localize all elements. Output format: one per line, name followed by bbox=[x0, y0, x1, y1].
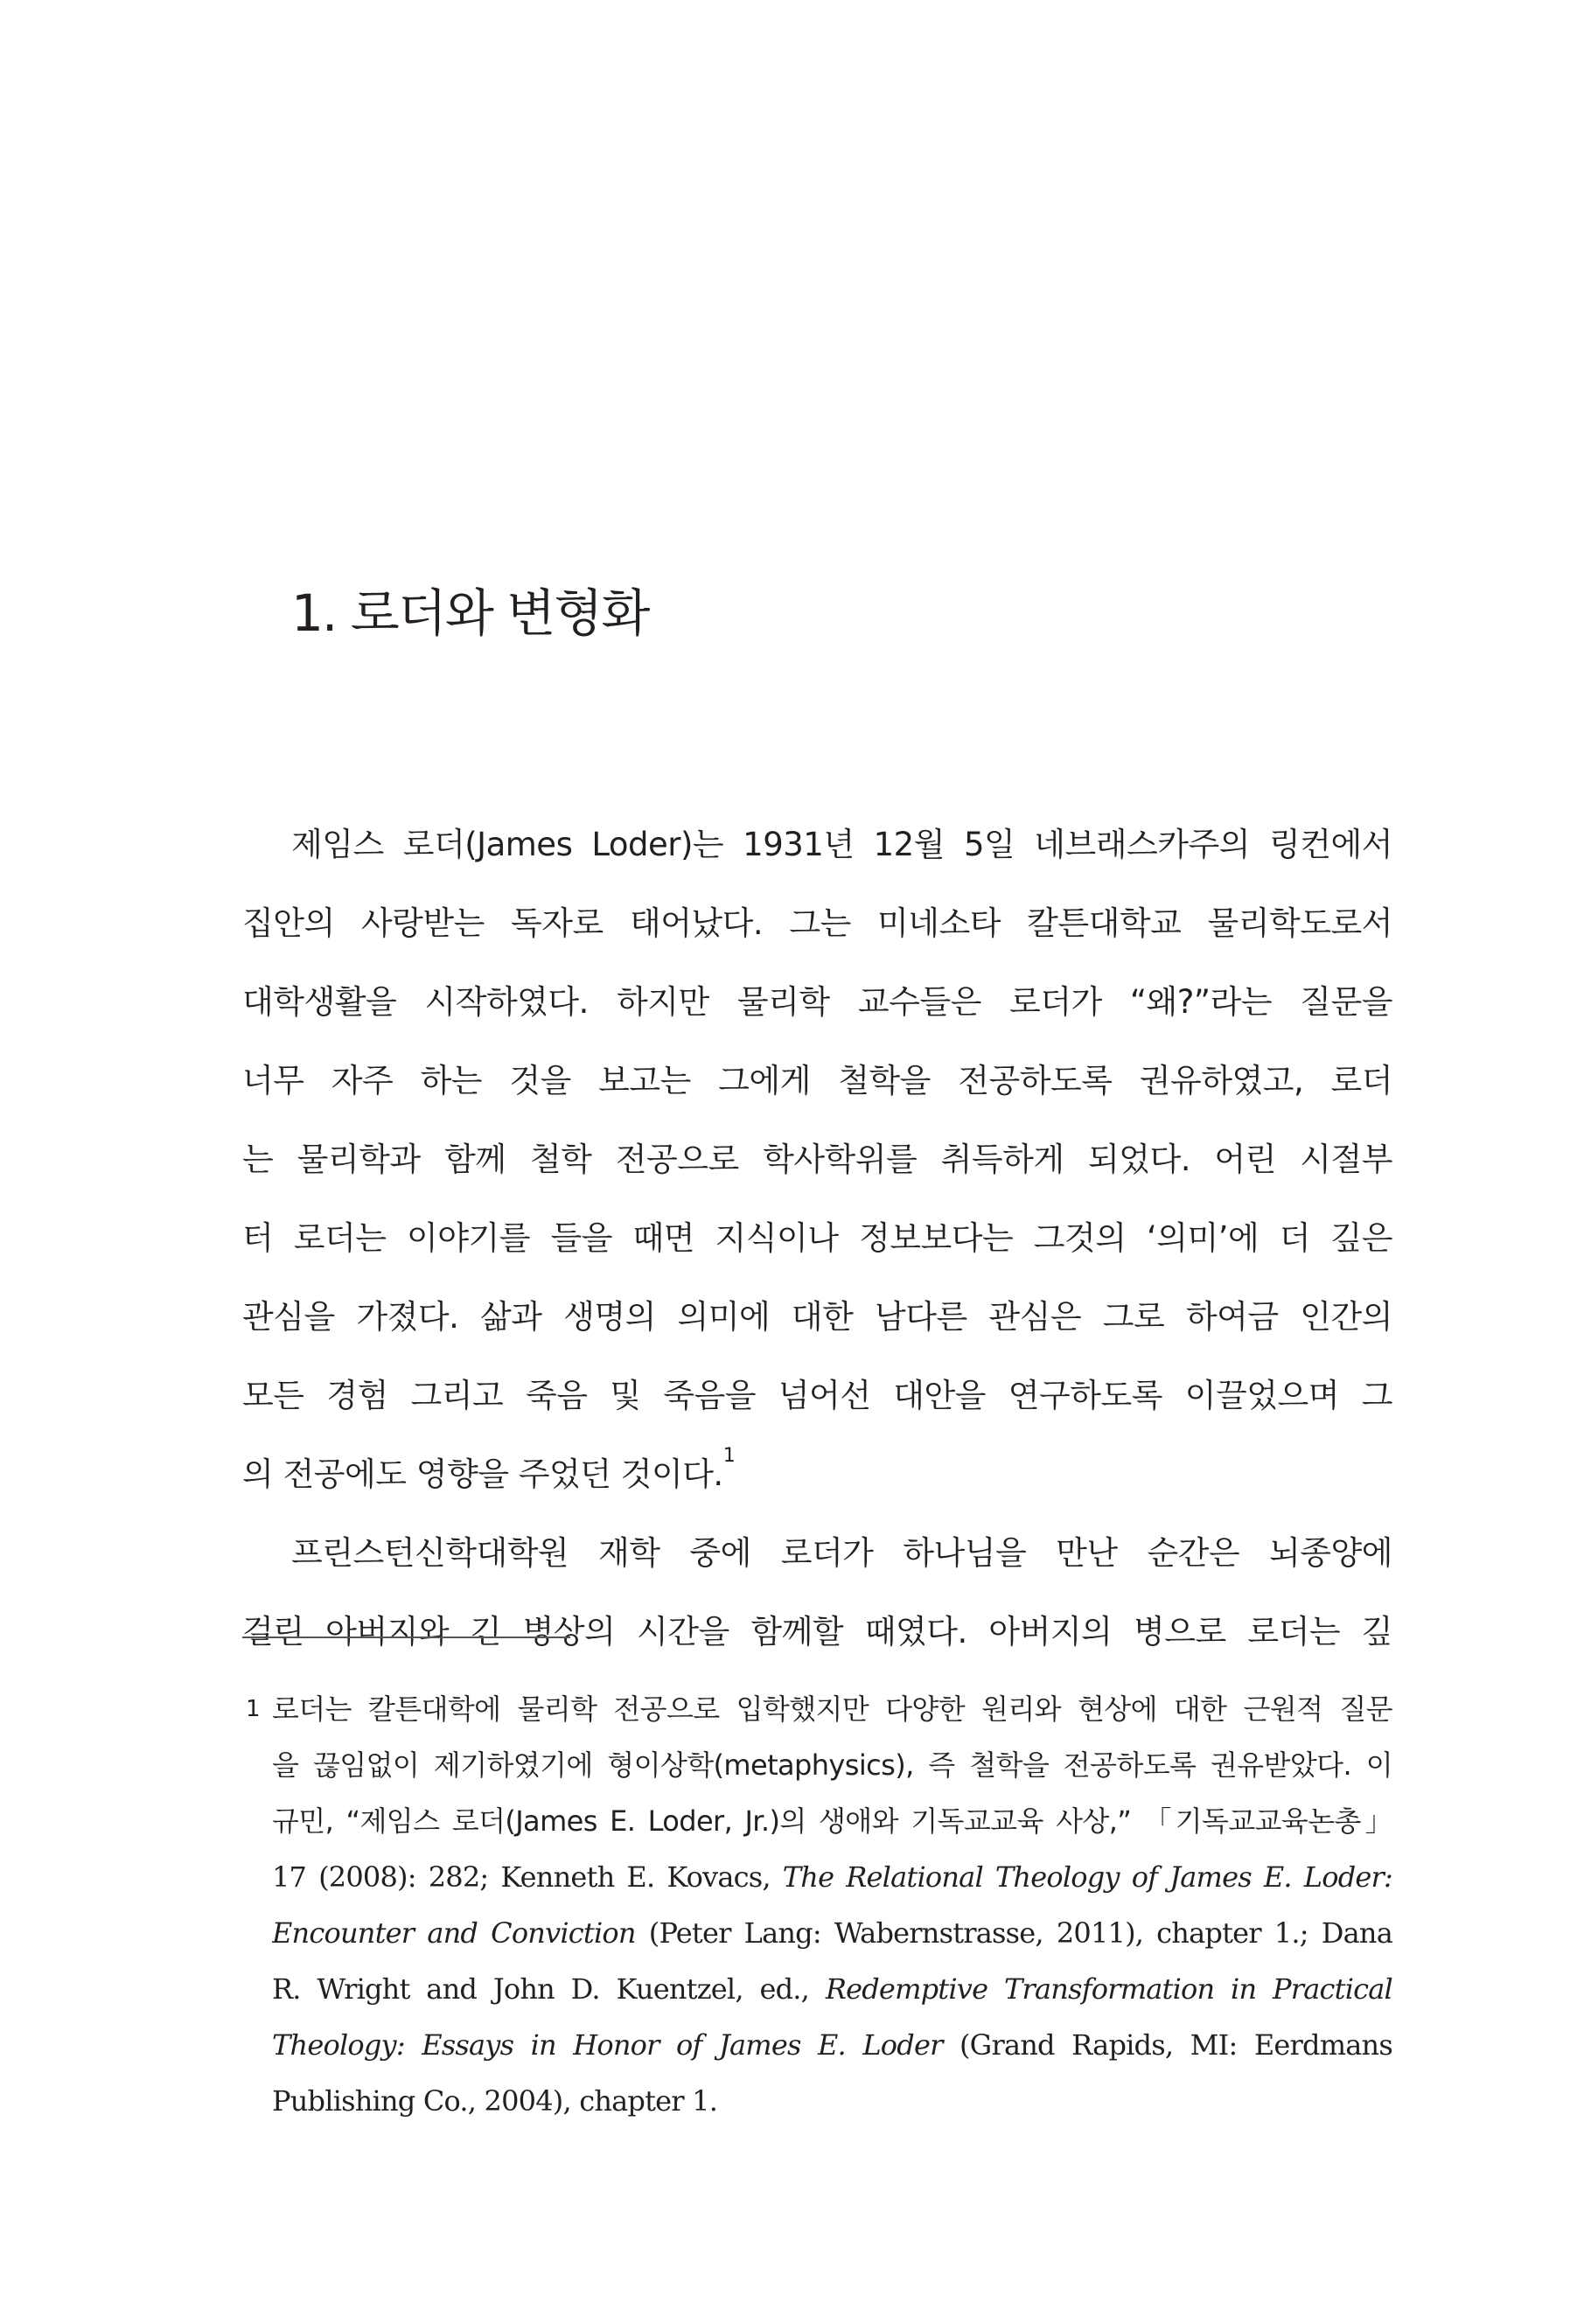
body-line: 집안의 사랑받는 독자로 태어났다. 그는 미네소타 칼튼대학교 물리학도로서 bbox=[242, 904, 1392, 942]
footnote-number: 1 bbox=[246, 1696, 261, 1722]
citation-text: (Grand Rapids, MI: Eerdmans bbox=[959, 2028, 1392, 2062]
body-line: 너무 자주 하는 것을 보고는 그에게 철학을 전공하도록 권유하였고, 로더 bbox=[242, 1062, 1392, 1099]
footnote-line: Publishing Co., 2004), chapter 1. bbox=[272, 2084, 718, 2118]
book-title: Redemptive Transformation in Practical bbox=[825, 1972, 1392, 2006]
body-line: 모든 경험 그리고 죽음 및 죽음을 넘어선 대안을 연구하도록 이끌었으며 그 bbox=[242, 1377, 1392, 1414]
footnote-divider bbox=[242, 1637, 570, 1638]
footnote-line bbox=[272, 1961, 1392, 2017]
body-line: 대학생활을 시작하였다. 하지만 물리학 교수들은 로더가 “왜?”라는 질문을 bbox=[242, 983, 1392, 1021]
footnote-line: 로더는 칼튼대학에 물리학 전공으로 입학했지만 다양한 원리와 현상에 대한 근원적 질문 bbox=[272, 1692, 1392, 1726]
body-line: 프린스턴신학대학원 재학 중에 로더가 하나님을 만난 순간은 뇌종양에 bbox=[291, 1534, 1392, 1572]
body-line bbox=[242, 1435, 1392, 1514]
citation-text: R. Wright and John D. Kuentzel, ed., bbox=[272, 1972, 810, 2006]
body-line: 제임스 로더(James Loder)는 1931년 12월 5일 네브래스카주의 링컨에서 bbox=[291, 826, 1392, 863]
footnote-line: 규민, “제임스 로더(James E. Loder, Jr.)의 생애와 기독교교육 사상,” 「기독교교육논총」 bbox=[272, 1804, 1392, 1838]
body-line: 는 물리학과 함께 철학 전공으로 학사학위를 취득하게 되었다. 어린 시절부 bbox=[242, 1141, 1392, 1178]
book-title: Theology: Essays in Honor of James E. Loder bbox=[272, 2028, 943, 2062]
section-heading: 1. 로더와 변형화 bbox=[291, 583, 649, 643]
book-title: Encounter and Conviction bbox=[272, 1916, 636, 1950]
citation-text: (Peter Lang: Wabernstrasse, 2011), chapter 1.; Dana bbox=[648, 1916, 1392, 1950]
body-line: 터 로더는 이야기를 들을 때면 지식이나 정보보다는 그것의 ‘의미’에 더 깊은 bbox=[242, 1219, 1392, 1257]
footnote-line bbox=[272, 1849, 1392, 1905]
book-title: The Relational Theology of James E. Loder: bbox=[782, 1860, 1392, 1894]
body-line: 걸린 아버지와 긴 병상의 시간을 함께할 때였다. 아버지의 병으로 로더는 깊 bbox=[242, 1613, 1392, 1651]
footnote-line bbox=[272, 2017, 1392, 2073]
footnote-line: 을 끊임없이 제기하였기에 형이상학(metaphysics), 즉 철학을 전공하도록 권유받았다. 이 bbox=[272, 1748, 1392, 1782]
body-line: 관심을 가졌다. 삶과 생명의 의미에 대한 남다른 관심은 그로 하여금 인간의 bbox=[242, 1298, 1392, 1336]
footnote-reference[interactable]: 1 bbox=[722, 1444, 736, 1467]
citation-text: 17 (2008): 282; Kenneth E. Kovacs, bbox=[272, 1860, 771, 1894]
footnote-line bbox=[272, 1905, 1392, 1961]
body-line-text: 의 전공에도 영향을 주었던 것이다. bbox=[242, 1455, 723, 1493]
